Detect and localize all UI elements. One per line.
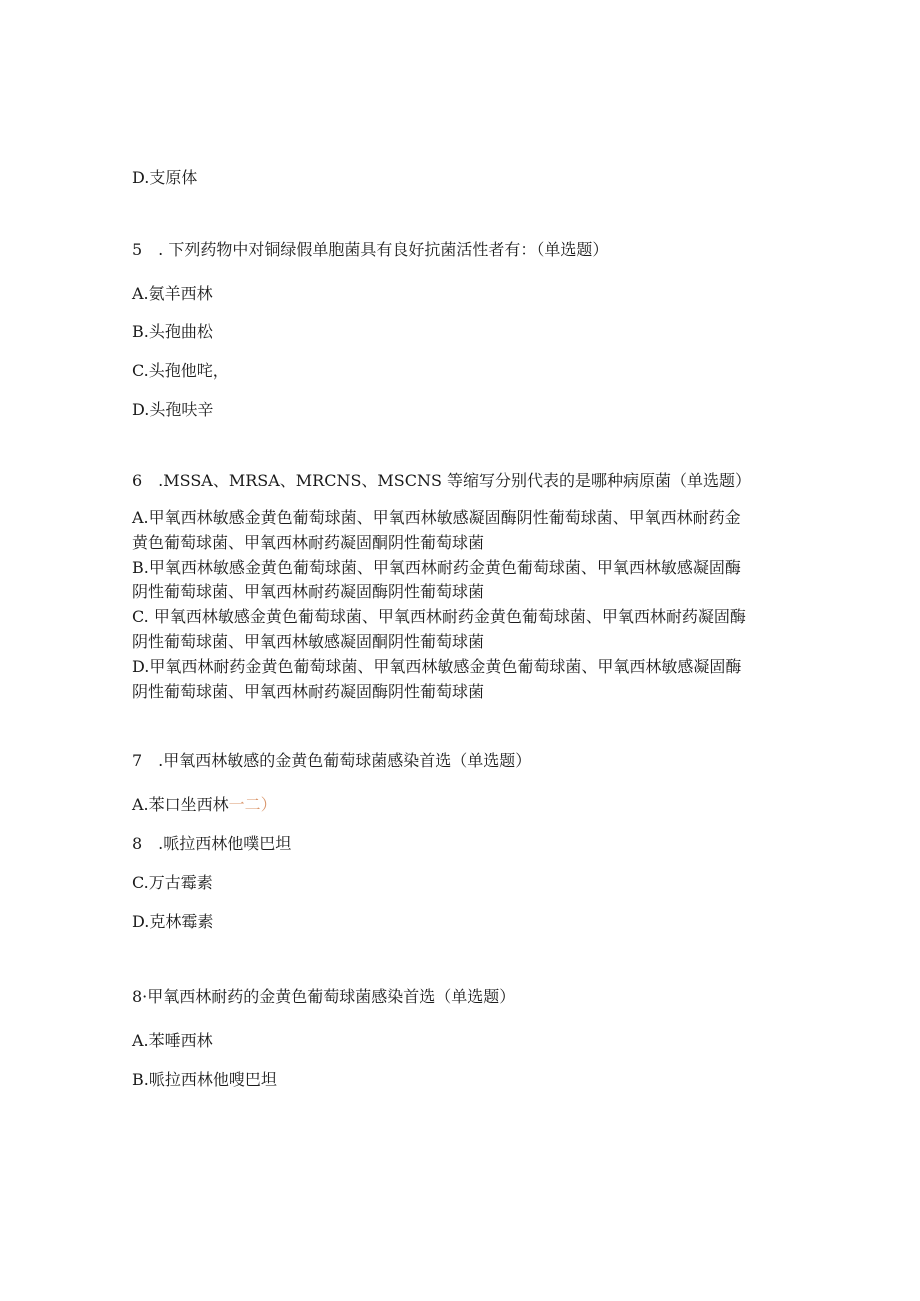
q5-option-d: D.头孢呋辛 bbox=[132, 400, 214, 419]
q5-option-a: A.氨羊西林 bbox=[132, 284, 213, 303]
q6-option-a-line1: A.甲氧西林敏感金黄色葡萄球菌、甲氧西林敏感凝固酶阴性葡萄球菌、甲氧西林耐药金 bbox=[132, 508, 741, 527]
q6-option-b-line2: 阴性葡萄球菌、甲氧西林耐药凝固酶阴性葡萄球菌 bbox=[132, 582, 485, 601]
q8-question: 8·甲氧西林耐药的金黄色葡萄球菌感染首选（单选题） bbox=[132, 987, 516, 1006]
q6-question: 6 .MSSA、MRSA、MRCNS、MSCNS 等缩写分别代表的是哪种病原菌（单选题） bbox=[132, 471, 752, 490]
q6-option-c-line2: 阴性葡萄球菌、甲氧西林敏感凝固酮阴性葡萄球菌 bbox=[132, 632, 485, 651]
q7-option-b: 8 .哌拉西林他噗巴坦 bbox=[132, 834, 292, 853]
q6-option-d-line1: D.甲氧西林耐药金黄色葡萄球菌、甲氧西林敏感金黄色葡萄球菌、甲氧西林敏感凝固酶 bbox=[132, 657, 742, 676]
q7-option-a-mark: 一二） bbox=[228, 795, 277, 814]
q6-option-a-line2: 黄色葡萄球菌、甲氧西林耐药凝固酮阴性葡萄球菌 bbox=[132, 533, 485, 552]
q7-option-a bbox=[132, 793, 277, 817]
q7-option-c: C.万古霉素 bbox=[132, 873, 213, 892]
q8-option-b: B.哌拉西林他嗖巴坦 bbox=[132, 1070, 277, 1089]
q5-option-b: B.头孢曲松 bbox=[132, 322, 213, 341]
q6-option-b-line1: B.甲氧西林敏感金黄色葡萄球菌、甲氧西林耐药金黄色葡萄球菌、甲氧西林敏感凝固酶 bbox=[132, 558, 741, 577]
q7-option-d: D.克林霉素 bbox=[132, 912, 214, 931]
q8-option-a: A.苯唾西林 bbox=[132, 1031, 213, 1050]
q7-option-a-text: A.苯口坐西林 bbox=[132, 795, 229, 814]
q5-option-c: C.头孢他咤， bbox=[132, 361, 229, 380]
q4-option-d: D.支原体 bbox=[132, 168, 198, 187]
q7-question: 7 .甲氧西林敏感的金黄色葡萄球菌感染首选（单选题） bbox=[132, 751, 532, 770]
q6-option-d-line2: 阴性葡萄球菌、甲氧西林耐药凝固酶阴性葡萄球菌 bbox=[132, 682, 485, 701]
q5-question: 5 . 下列药物中对铜绿假单胞菌具有良好抗菌活性者有：（单选题） bbox=[132, 240, 609, 259]
q6-option-c-line1: C. 甲氧西林敏感金黄色葡萄球菌、甲氧西林耐药金黄色葡萄球菌、甲氧西林耐药凝固酶 bbox=[132, 607, 746, 626]
